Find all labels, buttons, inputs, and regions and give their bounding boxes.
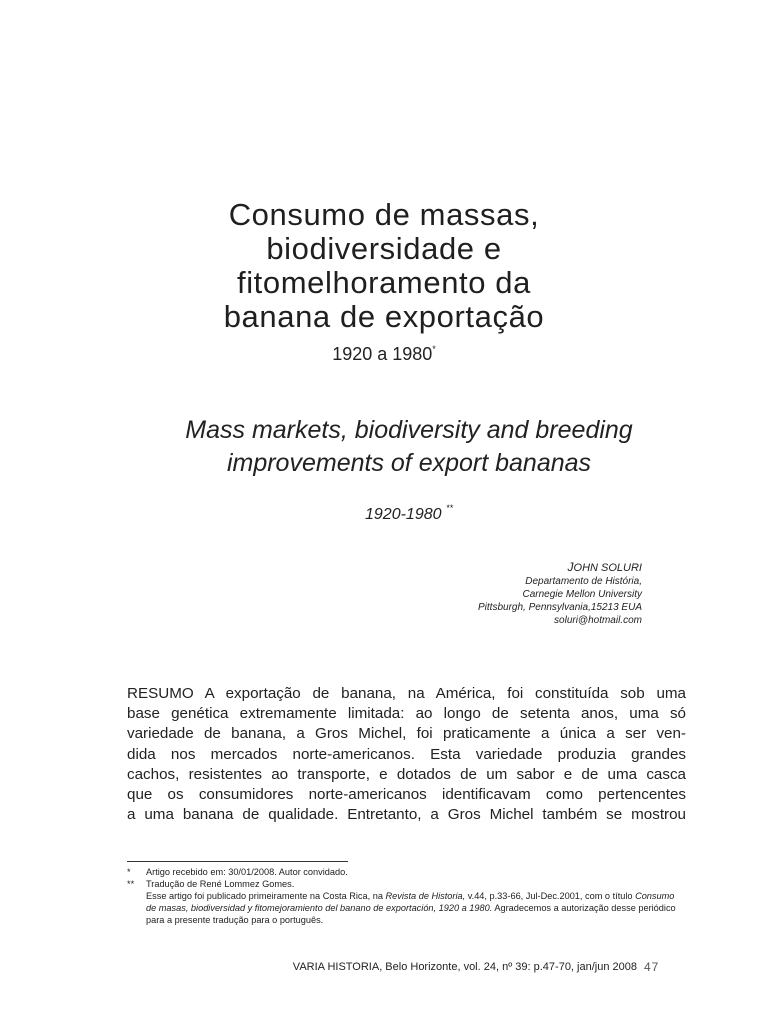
abstract-line: base genética extremamente limitada: ao longo de setenta anos, uma só <box>127 705 686 723</box>
title-line-2: biodiversidade e <box>266 231 502 266</box>
english-years-footnote-mark: ** <box>445 503 453 513</box>
english-title-years <box>0 498 768 525</box>
abstract-line: que os consumidores norte-americanos identificavam como pertencentes <box>127 786 686 804</box>
footnote-text-part: Agradecemos a autorização desse periódico para a presente tradução para o português. <box>146 903 676 925</box>
footnote-mark: ** <box>127 879 135 889</box>
footnote-2 <box>127 878 687 890</box>
page-footer <box>0 960 768 974</box>
footnote-text <box>146 890 687 926</box>
footnote-divider <box>127 861 348 862</box>
abstract-line: a uma banana de qualidade. Entretanto, a Gros Michel também se mostrou <box>127 806 686 824</box>
abstract-line: cachos, resistentes ao transporte, e dotados de um sabor e de uma casca <box>127 765 686 783</box>
title-line-3: fitomelhoramento da <box>236 265 531 300</box>
english-title-block <box>0 414 768 525</box>
portuguese-title-block <box>0 198 768 365</box>
author-name-rest: OHN SOLURI <box>573 562 642 574</box>
footnote-journal-title: Revista de Historia, <box>385 891 466 901</box>
footnote-mark <box>127 890 146 926</box>
english-title-line-1: Mass markets, biodiversity and breeding <box>185 416 633 444</box>
english-years-text: 1920-1980 <box>365 506 442 523</box>
author-name-initial: J <box>567 560 574 574</box>
title-line-1: Consumo de massas, <box>228 197 540 232</box>
author-affiliation-3: Pittsburgh, Pennsylvania,15213 EUA <box>478 602 642 613</box>
abstract <box>127 684 686 825</box>
footnote-text: Tradução de René Lommez Gomes. <box>146 879 295 889</box>
footnote-1 <box>127 866 687 878</box>
title-line-4: banana de exportação <box>223 299 545 334</box>
abstract-line: dida nos mercados norte-americanos. Esta variedade produzia grandes <box>127 745 686 763</box>
author-name <box>242 560 642 575</box>
page-number: 47 <box>644 960 660 974</box>
title-years-text: 1920 a 1980 <box>332 344 433 364</box>
footnote-3 <box>127 890 687 926</box>
author-affiliation-1: Departamento de História, <box>525 576 642 587</box>
journal-citation: VARIA HISTORIA, Belo Horizonte, vol. 24, nº 39: p.47-70, jan/jun 2008 <box>292 961 637 973</box>
footnote-text-part: v.44, p.33-66, Jul-Dec.2001, com o título <box>465 891 636 901</box>
author-block <box>242 560 642 627</box>
english-title-line-2: improvements of export bananas <box>226 449 592 477</box>
footnote-text-part: Esse artigo foi publicado primeiramente na Costa Rica, na <box>146 891 386 901</box>
author-affiliation-2: Carnegie Mellon University <box>522 589 642 600</box>
footnote-mark: * <box>127 867 131 877</box>
footnote-original-title: Consumo de masas, biodiversidad y fitomejoramiento del banano de exportación, 1920 a 1980. <box>146 891 675 913</box>
title-years-footnote-mark: * <box>432 344 436 354</box>
footnotes <box>127 866 687 926</box>
abstract-line: RESUMO A exportação de banana, na América, foi constituída sob uma <box>127 685 686 702</box>
abstract-line: variedade de banana, a Gros Michel, foi praticamente a única a ser ven- <box>127 725 686 743</box>
title-years <box>0 338 768 365</box>
footnote-text: Artigo recebido em: 30/01/2008. Autor convidado. <box>146 867 348 877</box>
author-email: soluri@hotmail.com <box>554 615 642 626</box>
